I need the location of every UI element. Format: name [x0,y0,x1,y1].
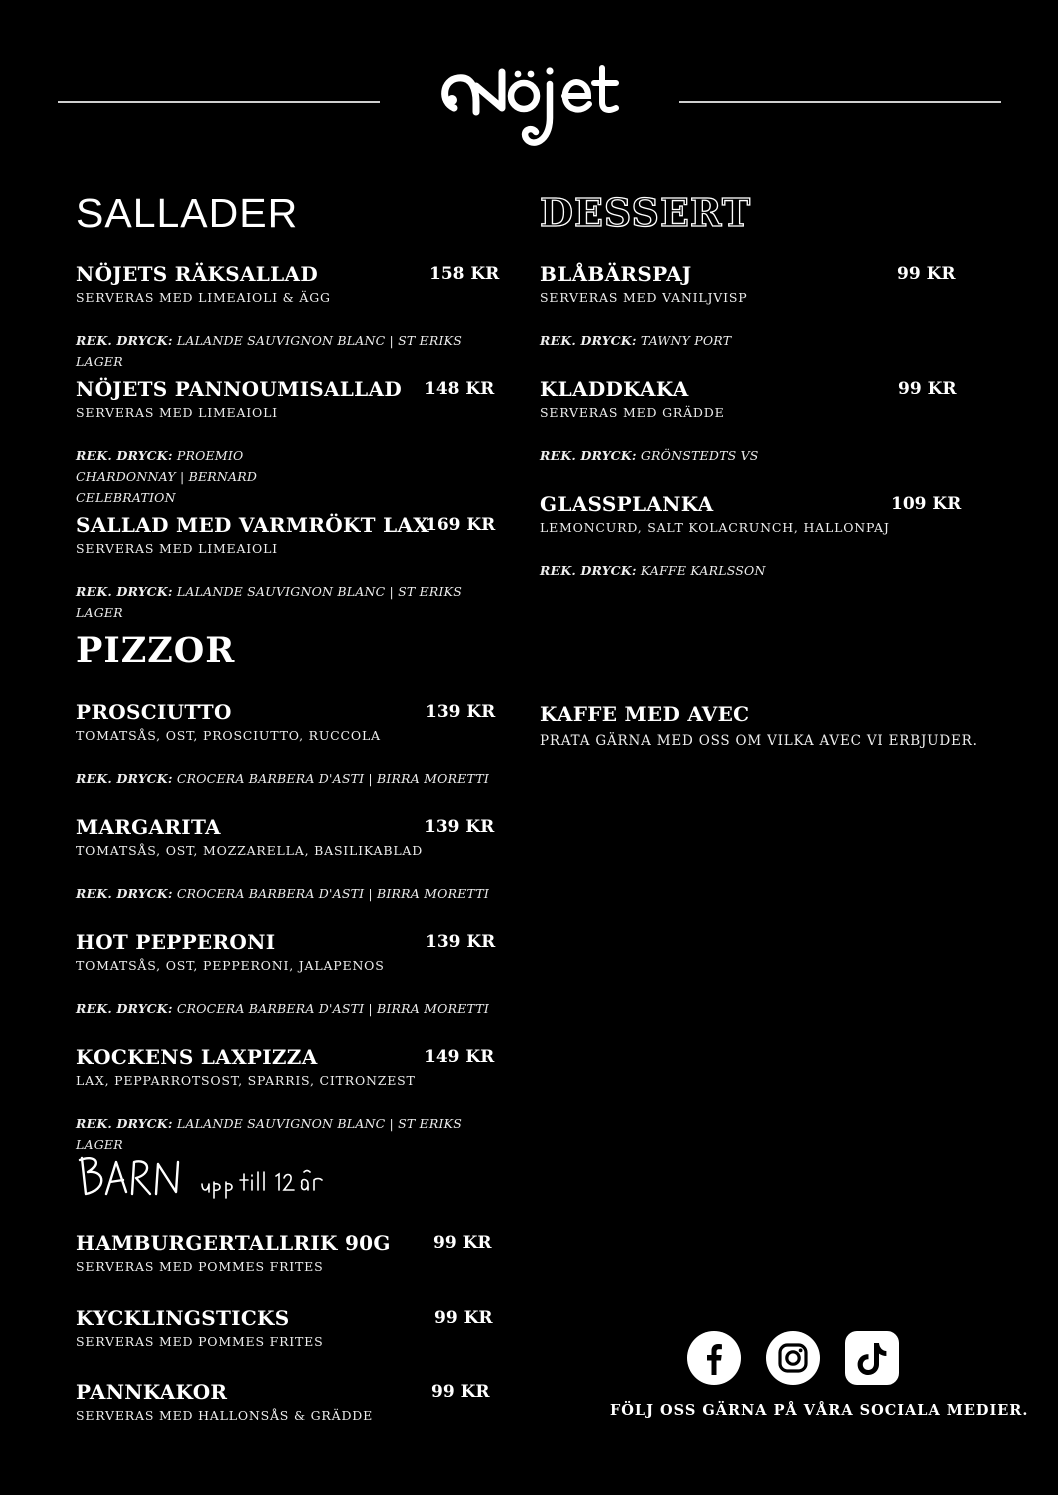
drink-recommendation: REK. DRYCK: TAWNY PORT [540,333,732,348]
barn-heading [76,1150,336,1210]
header-rule-right [679,101,1001,103]
menu-item-kaffe [540,702,978,749]
drink-recommendation: REK. DRYCK: CROCERA BARBERA D'ASTI | BIRRA MORETTI [76,886,489,901]
heading-pizzor: PIZZOR [76,630,236,671]
menu-item [76,1380,496,1423]
item-price: 99 KR [431,1382,490,1402]
item-name: KLADDKAKA [540,377,689,401]
menu-item [76,1231,496,1274]
menu-item [76,930,496,1019]
item-name: KYCKLINGSTICKS [76,1306,290,1330]
item-price: 139 KR [425,702,496,722]
drink-recommendation: REK. DRYCK: PROEMIO CHARDONNAY | BERNARD CELEBRATION [76,448,258,505]
item-price: 139 KR [424,817,495,837]
item-description: TOMATSÅS, OST, MOZZARELLA, BASILIKABLAD [76,843,424,858]
item-name: MARGARITA [76,815,221,839]
item-name: NÖJETS RÄKSALLAD [76,262,318,286]
item-price: 169 KR [425,515,496,535]
item-name: SALLAD MED VARMRÖKT LAX [76,513,430,537]
item-description: SERVERAS MED LIMEAIOLI [76,541,278,556]
instagram-icon[interactable] [766,1331,820,1385]
drink-recommendation: REK. DRYCK: KAFFE KARLSSON [540,563,766,578]
menu-item [76,1045,496,1155]
heading-sallader: SALLADER [76,190,299,236]
item-price: 99 KR [898,379,957,399]
menu-item [76,1306,496,1349]
menu-item [76,513,496,623]
drink-recommendation: REK. DRYCK: LALANDE SAUVIGNON BLANC | ST ERIKS LAGER [76,584,462,620]
item-price: 148 KR [424,379,495,399]
social-follow-text: FÖLJ OSS GÄRNA PÅ VÅRA SOCIALA MEDIER. [610,1402,1029,1419]
item-description: LAX, PEPPARROTSOST, SPARRIS, CITRONZEST [76,1073,416,1088]
item-name: HAMBURGERTALLRIK 90G [76,1231,391,1255]
item-name: GLASSPLANKA [540,492,714,516]
item-price: 99 KR [434,1308,493,1328]
item-description: SERVERAS MED HALLONSÅS & GRÄDDE [76,1408,374,1423]
item-name: KAFFE MED AVEC [540,702,750,726]
menu-item [540,262,960,351]
menu-item [540,492,960,581]
item-price: 139 KR [425,932,496,952]
item-description: SERVERAS MED POMMES FRITES [76,1334,324,1349]
item-description: SERVERAS MED POMMES FRITES [76,1259,324,1274]
item-price: 158 KR [429,264,500,284]
menu-item [76,262,500,372]
item-description: SERVERAS MED VANILJVISP [540,290,748,305]
item-description: TOMATSÅS, OST, PEPPERONI, JALAPENOS [76,958,385,973]
item-name: KOCKENS LAXPIZZA [76,1045,318,1069]
menu-item [76,377,496,508]
item-description: PRATA GÄRNA MED OSS OM VILKA AVEC VI ERBJUDER. [540,733,978,749]
item-price: 149 KR [424,1047,495,1067]
item-name: PANNKAKOR [76,1380,228,1404]
item-name: BLÅBÄRSPAJ [540,262,692,286]
item-description: TOMATSÅS, OST, PROSCIUTTO, RUCCOLA [76,728,381,743]
item-price: 99 KR [433,1233,492,1253]
heading-dessert: DESSERT [540,190,752,235]
item-description: SERVERAS MED LIMEAIOLI [76,405,278,420]
item-price: 99 KR [897,264,956,284]
tiktok-icon[interactable] [845,1331,899,1385]
menu-item [76,815,496,904]
item-description: SERVERAS MED GRÄDDE [540,405,725,420]
drink-recommendation: REK. DRYCK: GRÖNSTEDTS VS [540,448,759,463]
drink-recommendation: REK. DRYCK: CROCERA BARBERA D'ASTI | BIRRA MORETTI [76,771,489,786]
item-name: HOT PEPPERONI [76,930,276,954]
item-description: LEMONCURD, SALT KOLACRUNCH, HALLONPAJ [540,520,890,535]
facebook-icon[interactable] [687,1331,741,1385]
header-rule-left [58,101,380,103]
drink-recommendation: REK. DRYCK: LALANDE SAUVIGNON BLANC | ST ERIKS LAGER [76,333,462,369]
item-name: NÖJETS PANNOUMISALLAD [76,377,402,401]
drink-recommendation: REK. DRYCK: LALANDE SAUVIGNON BLANC | ST ERIKS LAGER [76,1116,462,1152]
drink-recommendation: REK. DRYCK: CROCERA BARBERA D'ASTI | BIRRA MORETTI [76,1001,489,1016]
item-name: PROSCIUTTO [76,700,232,724]
menu-item [540,377,960,466]
nojet-logo [436,56,626,156]
item-price: 109 KR [891,494,962,514]
item-description: SERVERAS MED LIMEAIOLI & ÄGG [76,290,331,305]
menu-item [76,700,496,789]
